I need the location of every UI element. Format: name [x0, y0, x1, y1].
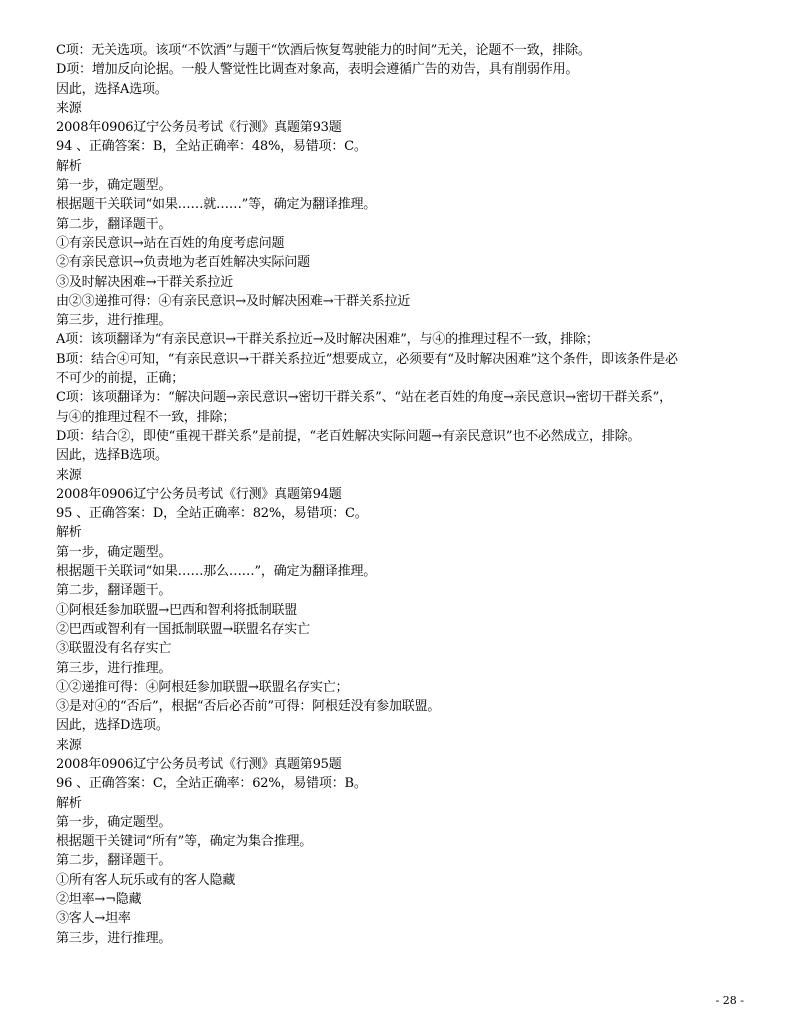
- text-line: 根据题干关联词“如果……就……”等，确定为翻译推理。: [56, 197, 377, 213]
- text-line: 第一步，确定题型。: [56, 814, 172, 830]
- text-line: B项：结合④可知，“有亲民意识→干群关系拉近”想要成立，必须要有“及时解决困难”这个条件，即该条件是必: [56, 351, 678, 367]
- text-line: 96 、正确答案：C，全站正确率：62%，易错项：B。: [56, 776, 367, 792]
- text-line: ①有亲民意识→站在百姓的角度考虑问题: [56, 235, 285, 251]
- text-line: 根据题干关键词“所有”等，确定为集合推理。: [56, 834, 313, 850]
- text-line: ③客人→坦率: [56, 911, 131, 927]
- text-line: 因此，选择B选项。: [56, 448, 168, 464]
- text-line: 因此，选择A选项。: [56, 81, 168, 97]
- page-number: - 28 -: [715, 994, 744, 1007]
- text-line: 第二步，翻译题干。: [56, 216, 172, 232]
- text-line: ③是对④的“否后”，根据“否后必否前”可得：阿根廷没有参加联盟。: [56, 699, 441, 715]
- text-line: 95 、正确答案：D，全站正确率：82%，易错项：C。: [56, 506, 368, 522]
- text-line: 第三步，进行推理。: [56, 660, 172, 676]
- text-line: A项：该项翻译为“有亲民意识→干群关系拉近→及时解决困难”，与④的推理过程不一致，排除；: [56, 332, 599, 348]
- text-line: 解析: [56, 525, 82, 541]
- text-line: 第一步，确定题型。: [56, 178, 172, 194]
- text-line: 由②③递推可得：④有亲民意识→及时解决困难→干群关系拉近: [56, 293, 411, 309]
- text-line: 因此，选择D选项。: [56, 718, 169, 734]
- text-line: ①所有客人玩乐或有的客人隐藏: [56, 872, 236, 888]
- text-line: ③联盟没有名存实亡: [56, 641, 172, 657]
- text-line: 第三步，进行推理。: [56, 930, 172, 946]
- text-line: 94 、正确答案：B，全站正确率：48%，易错项：C。: [56, 139, 367, 155]
- text-line: 不可少的前提，正确；: [56, 371, 185, 387]
- text-line: 来源: [56, 737, 82, 753]
- text-line: D项：增加反向论据。一般人警觉性比调查对象高，表明会遵循广告的劝告，具有削弱作用。: [56, 62, 579, 78]
- text-line: D项：结合②，即使“重视干群关系”是前提，“老百姓解决实际问题→有亲民意识”也不必然成立，排除。: [56, 428, 641, 444]
- text-line: 第一步，确定题型。: [56, 544, 172, 560]
- text-line: ③及时解决困难→干群关系拉近: [56, 274, 234, 290]
- text-line: 第三步，进行推理。: [56, 313, 172, 329]
- text-line: ②坦率→¬隐藏: [56, 892, 142, 908]
- document-body: [56, 41, 786, 948]
- text-line: 根据题干关联词“如果……那么……”，确定为翻译推理。: [56, 564, 377, 580]
- text-line: 来源: [56, 467, 82, 483]
- text-line: 解析: [56, 158, 82, 174]
- text-line: 第二步，翻译题干。: [56, 583, 172, 599]
- text-line: 来源: [56, 100, 82, 116]
- text-line: 第二步，翻译题干。: [56, 853, 172, 869]
- text-line: ②巴西或智利有一国抵制联盟→联盟名存实亡: [56, 621, 310, 637]
- text-line: ①②递推可得：④阿根廷参加联盟→联盟名存实亡；: [56, 679, 349, 695]
- text-line: 与④的推理过程不一致，排除；: [56, 409, 236, 425]
- text-line: 2008年0906辽宁公务员考试《行测》真题第95题: [56, 756, 342, 772]
- text-line: ②有亲民意识→负责地为老百姓解决实际问题: [56, 255, 310, 271]
- text-line: 2008年0906辽宁公务员考试《行测》真题第94题: [56, 486, 342, 502]
- text-line: C项：该项翻译为：“解决问题→亲民意识→密切干群关系”、“站在老百姓的角度→亲民意识→密切干群关系”，: [56, 390, 672, 406]
- text-line: 解析: [56, 795, 82, 811]
- text-line: C项：无关选项。该项“不饮酒”与题干“饮酒后恢复驾驶能力的时间”无关，论题不一致，排除。: [56, 43, 591, 58]
- text-line: ①阿根廷参加联盟→巴西和智利将抵制联盟: [56, 602, 298, 618]
- text-line: 2008年0906辽宁公务员考试《行测》真题第93题: [56, 120, 342, 136]
